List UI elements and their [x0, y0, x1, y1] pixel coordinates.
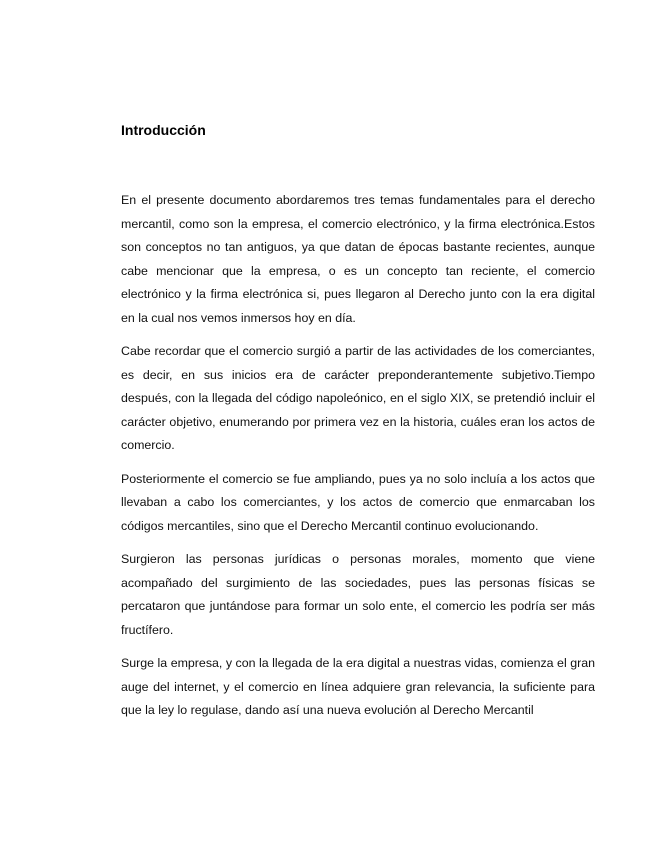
paragraph-2: Cabe recordar que el comercio surgió a partir de las actividades de los comerciantes, es decir, en sus inicios era de carácter preponderantemente subjetivo.Tiempo después, con la llegada del código napoleónico, en el siglo XIX, se pretendió incluir el carácter objetivo, enumerando por primera vez en la historia, cuáles eran los actos de comercio.: [121, 344, 595, 452]
paragraph-4: Surgieron las personas jurídicas o personas morales, momento que viene acompañado del surgimiento de las sociedades, pues las personas físicas se percataron que juntándose para formar un solo ente, el comercio les podría ser más fructífero.: [121, 552, 595, 637]
paragraph-3: Posteriormente el comercio se fue ampliando, pues ya no solo incluía a los actos que llevaban a cabo los comerciantes, y los actos de comercio que enmarcaban los códigos mercantiles, sino que el Derecho Mercantil continuo evolucionando.: [121, 471, 595, 533]
paragraph-5: Surge la empresa, y con la llegada de la era digital a nuestras vidas, comienza el gran auge del internet, y el comercio en línea adquiere gran relevancia, la suficiente para que la ley lo regulase, dando así una nueva evolución al Derecho Mercantil: [121, 656, 595, 717]
document-body: [121, 189, 595, 733]
page-title: Introducción: [121, 122, 206, 138]
paragraph-1: En el presente documento abordaremos tres temas fundamentales para el derecho mercantil, como son la empresa, el comercio electrónico, y la firma electrónica.Estos son conceptos no tan antiguos, ya que datan de épocas bastante recientes, aunque cabe mencionar que la empresa, o es un concepto tan reciente, el comercio electrónico y la firma electrónica si, pues llegaron al Derecho junto con la era digital en la cual nos vemos inmersos hoy en día.: [121, 193, 595, 325]
